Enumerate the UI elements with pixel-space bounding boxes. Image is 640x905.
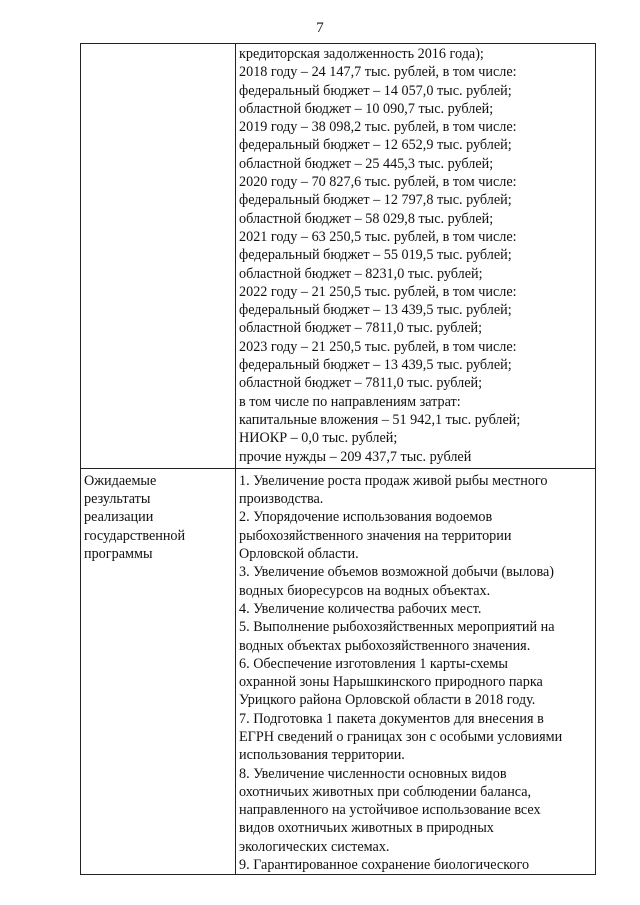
text-line: охранной зоны Нарышкинского природного парка — [239, 674, 543, 691]
text-line: 8. Увеличение численности основных видов — [239, 765, 507, 782]
text-line: реализации — [84, 509, 154, 526]
table-row-expected-results — [81, 468, 596, 875]
row-content-cell — [236, 44, 596, 469]
text-line: 9. Гарантированное сохранение биологического — [239, 857, 530, 874]
text-line: ЕГРН сведений о границах зон с особыми условиями — [239, 728, 563, 745]
text-line: 2022 году – 21 250,5 тыс. рублей, в том числе: — [239, 283, 517, 300]
text-line: производства. — [239, 491, 324, 508]
text-line: 1. Увеличение роста продаж живой рыбы местного — [239, 472, 548, 489]
text-line: 2019 году – 38 098,2 тыс. рублей, в том числе: — [239, 119, 517, 136]
text-line: областной бюджет – 8231,0 тыс. рублей; — [239, 265, 483, 282]
row-label-cell — [81, 468, 236, 875]
text-line: направленного на устойчивое использование всех — [239, 802, 541, 819]
text-line: 2023 году – 21 250,5 тыс. рублей, в том числе: — [239, 338, 517, 355]
text-line: Ожидаемые — [84, 472, 157, 489]
text-line: результаты — [84, 491, 151, 508]
text-line: Урицкого района Орловской области в 2018 году. — [239, 692, 536, 709]
text-line: федеральный бюджет – 14 057,0 тыс. рублей; — [239, 82, 512, 99]
text-line: 7. Подготовка 1 пакета документов для внесения в — [239, 710, 544, 727]
text-line: охотничьих животных при соблюдении баланса, — [239, 783, 532, 800]
text-line: областной бюджет – 7811,0 тыс. рублей; — [239, 375, 483, 392]
text-line: Орловской области. — [239, 546, 359, 563]
text-line: областной бюджет – 7811,0 тыс. рублей; — [239, 320, 483, 337]
text-line: областной бюджет – 58 029,8 тыс. рублей; — [239, 210, 494, 227]
text-line: капитальные вложения – 51 942,1 тыс. рублей; — [239, 411, 521, 428]
text-line: экологических системах. — [239, 838, 390, 855]
text-line: федеральный бюджет – 12 797,8 тыс. рублей; — [239, 192, 512, 209]
text-line: 2021 году – 63 250,5 тыс. рублей, в том числе: — [239, 228, 517, 245]
text-line: кредиторская задолженность 2016 года); — [239, 46, 484, 62]
text-line: 2018 году – 24 147,7 тыс. рублей, в том числе: — [239, 64, 517, 81]
text-line: областной бюджет – 10 090,7 тыс. рублей; — [239, 100, 494, 117]
text-line: 6. Обеспечение изготовления 1 карты-схемы — [239, 655, 508, 672]
text-line: прочие нужды – 209 437,7 тыс. рублей — [239, 448, 472, 465]
text-line: федеральный бюджет – 55 019,5 тыс. рублей; — [239, 247, 512, 264]
row-label-cell — [81, 44, 236, 469]
text-line: рыбохозяйственного значения на территории — [239, 527, 512, 544]
page-number: 7 — [316, 20, 324, 36]
text-line: программы — [84, 546, 153, 563]
text-line: видов охотничьих животных в природных — [239, 820, 494, 837]
program-passport-table — [80, 43, 596, 875]
text-line: водных объектах рыбохозяйственного значения. — [239, 637, 531, 654]
text-line: использования территории. — [239, 747, 405, 764]
text-line: государственной — [84, 527, 186, 544]
text-line: 5. Выполнение рыбохозяйственных мероприятий на — [239, 619, 555, 636]
text-line: 4. Увеличение количества рабочих мест. — [239, 600, 482, 617]
text-line: федеральный бюджет – 13 439,5 тыс. рублей; — [239, 302, 512, 319]
text-line: областной бюджет – 25 445,3 тыс. рублей; — [239, 155, 494, 172]
text-line: 2. Упорядочение использования водоемов — [239, 509, 493, 526]
text-line: водных биоресурсов на водных объектах. — [239, 582, 491, 599]
text-line: в том числе по направлениям затрат: — [239, 393, 461, 410]
text-line: НИОКР – 0,0 тыс. рублей; — [239, 430, 398, 447]
text-line: федеральный бюджет – 12 652,9 тыс. рублей; — [239, 137, 512, 154]
row-content-cell — [236, 468, 596, 875]
table-row-financing — [81, 44, 596, 469]
text-line: федеральный бюджет – 13 439,5 тыс. рублей; — [239, 357, 512, 374]
text-line: 3. Увеличение объемов возможной добычи (вылова) — [239, 564, 555, 581]
text-line: 2020 году – 70 827,6 тыс. рублей, в том числе: — [239, 174, 517, 191]
